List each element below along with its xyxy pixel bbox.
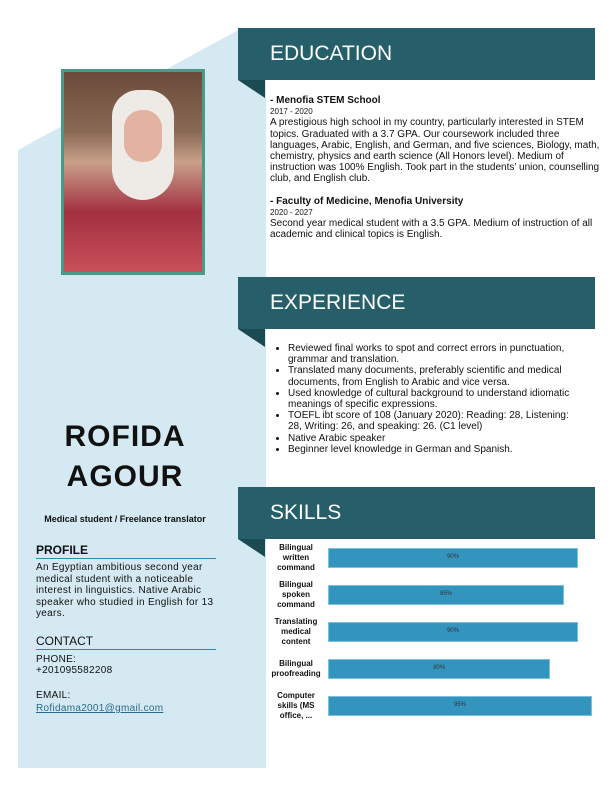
email-link[interactable]: Rofidama2001@gmail.com: [36, 703, 164, 714]
education-header: EDUCATION: [238, 28, 595, 80]
skill-label: Computer skills (MS office, ...: [277, 691, 315, 720]
skill-row: [270, 651, 600, 687]
experience-section: [270, 343, 570, 455]
school-years: 2020 - 2027: [270, 207, 313, 217]
skill-label: Bilingual written command: [277, 543, 315, 572]
job-title: Medical student / Freelance translator: [44, 514, 206, 524]
education-section: [270, 95, 600, 240]
skill-bar: [328, 659, 550, 679]
skill-value-label: 90%: [447, 554, 460, 560]
header-fold: [238, 329, 265, 347]
experience-item: • Reviewed final works to spot and correct errors in punctuation, grammar and translation.: [288, 343, 570, 365]
skill-label: Bilingual spoken command: [277, 580, 315, 609]
contact-heading: CONTACT: [36, 634, 216, 650]
header-fold: [238, 80, 265, 98]
skill-value-label: 95%: [454, 702, 467, 708]
phone-value: +201095582208: [36, 665, 113, 676]
education-item: [270, 95, 600, 185]
skill-value-label: 85%: [440, 591, 453, 597]
experience-item: • TOEFL ibt score of 108 (January 2020): Reading: 28, Listening: 28, Writing: 26, and speaking: 26. (C1 level): [288, 410, 570, 432]
school-text: A prestigious high school in my country, particularly interested in STEM topics. Graduated with a 3.7 GPA. Our coursework included three languages, Arabic, English, and German, and five sciences, Biology, math, chemistry, physics and earth science (All Honors level). Medium of instruction was 100% English. Took part in the students’ union, counselling club, and English club.: [270, 117, 600, 185]
experience-item: • Used knowledge of cultural background to understand idiomatic meanings of specific expressions.: [288, 388, 570, 410]
school-title: - Menofia STEM School: [270, 95, 381, 106]
profile-photo: [61, 69, 205, 275]
school-text: Second year medical student with a 3.5 GPA. Medium of instruction of all academic and clinical topics is English.: [270, 218, 593, 241]
experience-item: • Translated many documents, preferably scientific and medical documents, from English to Arabic and vice versa.: [288, 365, 570, 387]
skills-header: SKILLS: [238, 487, 595, 539]
skill-row: [270, 614, 600, 650]
skill-value-label: 90%: [447, 628, 460, 634]
profile-heading: PROFILE: [36, 543, 216, 559]
skill-bar: [328, 622, 578, 642]
first-name: ROFIDA: [64, 420, 186, 453]
skill-bar: [328, 548, 578, 568]
school-years: 2017 - 2020: [270, 107, 313, 117]
skill-label: Bilingual proofreading: [271, 659, 321, 678]
profile-text: An Egyptian ambitious second year medical student with a noticeable interest in linguistics. Native Arabic speaker who studied in English for 13 years.: [36, 562, 214, 619]
experience-item: • Native Arabic speaker: [288, 433, 570, 444]
email-label: EMAIL:: [36, 690, 71, 701]
last-name: AGOUR: [66, 460, 184, 493]
header-fold: [238, 539, 265, 557]
skill-value-label: 80%: [433, 665, 446, 671]
skill-bar: [328, 585, 564, 605]
skill-row: [270, 688, 600, 724]
skill-row: [270, 577, 600, 613]
experience-header: EXPERIENCE: [238, 277, 595, 329]
phone-label: PHONE:: [36, 654, 77, 665]
education-item: [270, 196, 600, 241]
skill-bar: [328, 696, 592, 716]
experience-item: • Beginner level knowledge in German and Spanish.: [288, 444, 570, 455]
school-title: - Faculty of Medicine, Menofia University: [270, 195, 464, 207]
skill-row: [270, 540, 600, 576]
skill-label: Translating medical content: [274, 617, 318, 646]
